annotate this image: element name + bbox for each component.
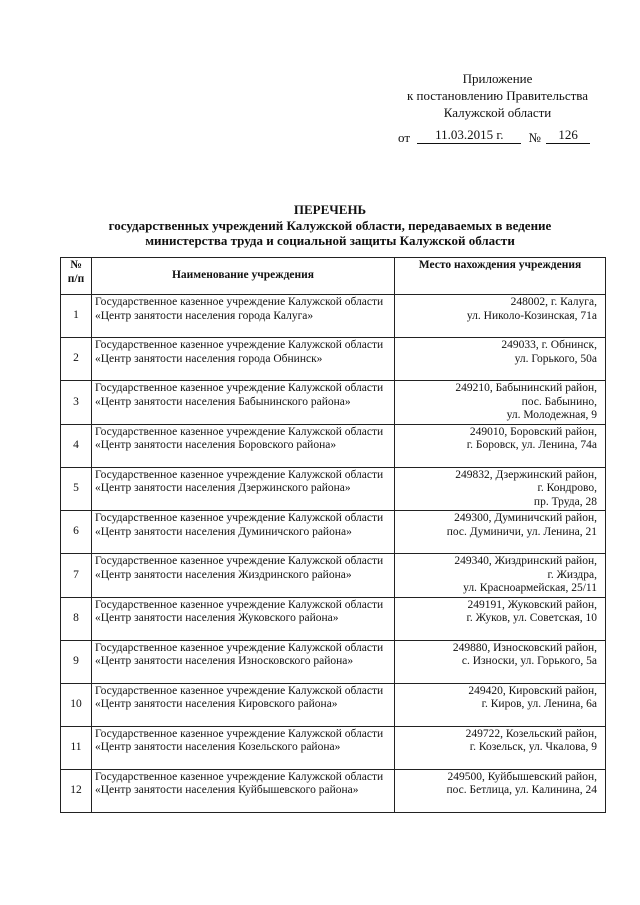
from-prefix: от [398,130,411,145]
table-row [61,554,606,598]
institution-name: Государственное казенное учреждение Калужской области «Центр занятости населения Дзержинского района» [92,467,395,511]
header-address: Место нахождения учреждения [395,258,606,295]
address-line: 249420, Кировский район, [468,684,597,697]
institution-name: Государственное казенное учреждение Калужской области «Центр занятости населения Жиздринского района» [92,554,395,598]
address-line: ул. Молодежная, 9 [506,409,597,421]
institution-name: Государственное казенное учреждение Калужской области «Центр занятости населения Боровского района» [92,424,395,467]
address-line: 249880, Износковский район, [452,641,597,654]
address-line: г. Жуков, ул. Советская, 10 [466,612,597,624]
row-number: 6 [61,511,92,554]
institution-name: Государственное казенное учреждение Калужской области «Центр занятости населения Козельского района» [92,726,395,769]
address-line: 249210, Бабынинский район, [455,382,597,394]
appendix-block [390,70,605,121]
decree-number: 126 [546,127,590,144]
address-line: 249010, Боровский район, [469,425,597,438]
table-row [61,295,606,338]
institution-address [395,640,606,683]
address-line: 249722, Козельский район, [465,727,597,740]
heading-subtitle-2: министерства труда и социальной защиты Калужской области [145,233,515,248]
row-number: 7 [61,554,92,598]
address-line: 249191, Жуковский район, [467,598,597,611]
row-number: 4 [61,424,92,467]
institution-address [395,511,606,554]
heading-subtitle-1: государственных учреждений Калужской области, передаваемых в ведение [108,218,552,233]
decree-date-line [398,127,590,147]
table-row [61,467,606,511]
row-number: 11 [61,726,92,769]
row-number: 10 [61,683,92,726]
table-row [61,338,606,381]
address-line: ул. Горького, 50а [514,352,597,365]
institution-address [395,381,606,425]
row-number: 3 [61,381,92,425]
address-line: ул. Николо-Козинская, 71а [466,309,597,322]
institution-address [395,295,606,338]
institution-address [395,554,606,598]
address-line: пос. Думиничи, ул. Ленина, 21 [446,525,597,538]
number-prefix: № [528,130,541,145]
row-number: 8 [61,597,92,640]
address-line: 249832, Дзержинский район, [455,468,597,481]
row-number: 5 [61,467,92,511]
address-line: пос. Бабынино, [521,395,597,408]
address-line: г. Жиздра, [547,568,597,581]
institution-address [395,769,606,812]
address-line: 248002, г. Калуга, [510,296,597,308]
address-line: 249300, Думиничский район, [454,512,597,524]
address-line: г. Кондрово, [537,482,597,494]
institution-name: Государственное казенное учреждение Калужской области «Центр занятости населения Думиничского района» [92,511,395,554]
row-number: 9 [61,640,92,683]
institution-address [395,467,606,511]
appendix-line-1: Приложение [462,71,533,86]
institution-name: Государственное казенное учреждение Калужской области «Центр занятости населения города Обнинск» [92,338,395,381]
institution-address [395,726,606,769]
institution-address [395,683,606,726]
address-line: 249033, г. Обнинск, [501,339,597,351]
address-line: 249340, Жиздринский район, [454,555,597,567]
table-header-row [61,258,606,295]
address-line: пр. Труда, 28 [533,495,597,508]
decree-date: 11.03.2015 г. [417,127,521,144]
address-line: с. Износки, ул. Горького, 5а [461,655,597,667]
institution-address [395,597,606,640]
table-row [61,640,606,683]
address-line: пос. Бетлица, ул. Калинина, 24 [446,784,597,796]
institutions-table [60,257,606,813]
header-name: Наименование учреждения [92,258,395,295]
table-row [61,381,606,425]
institution-name: Государственное казенное учреждение Калужской области «Центр занятости населения Бабынинского района» [92,381,395,425]
header-number: № п/п [61,258,92,295]
table-row [61,769,606,812]
address-line: г. Козельск, ул. Чкалова, 9 [469,741,597,753]
institution-name: Государственное казенное учреждение Калужской области «Центр занятости населения Износковского района» [92,640,395,683]
institution-name: Государственное казенное учреждение Калужской области «Центр занятости населения Кировского района» [92,683,395,726]
table-row [61,511,606,554]
row-number: 2 [61,338,92,381]
document-heading [50,202,610,248]
heading-title: ПЕРЕЧЕНЬ [293,202,367,217]
address-line: г. Киров, ул. Ленина, 6а [481,698,597,710]
address-line: ул. Красноармейская, 25/11 [463,582,597,594]
institution-name: Государственное казенное учреждение Калужской области «Центр занятости населения города Калуга» [92,295,395,338]
row-number: 12 [61,769,92,812]
table-body [61,295,606,813]
table-row [61,683,606,726]
institution-name: Государственное казенное учреждение Калужской области «Центр занятости населения Жуковского района» [92,597,395,640]
address-line: 249500, Куйбышевский район, [447,770,597,783]
institution-address [395,424,606,467]
table-row [61,424,606,467]
institution-address [395,338,606,381]
appendix-line-2: к постановлению Правительства [406,88,589,103]
address-line: г. Боровск, ул. Ленина, 74а [466,439,597,451]
row-number: 1 [61,295,92,338]
institution-name: Государственное казенное учреждение Калужской области «Центр занятости населения Куйбышевского района» [92,769,395,812]
table-row [61,597,606,640]
appendix-line-3: Калужской области [443,105,552,120]
table-row [61,726,606,769]
